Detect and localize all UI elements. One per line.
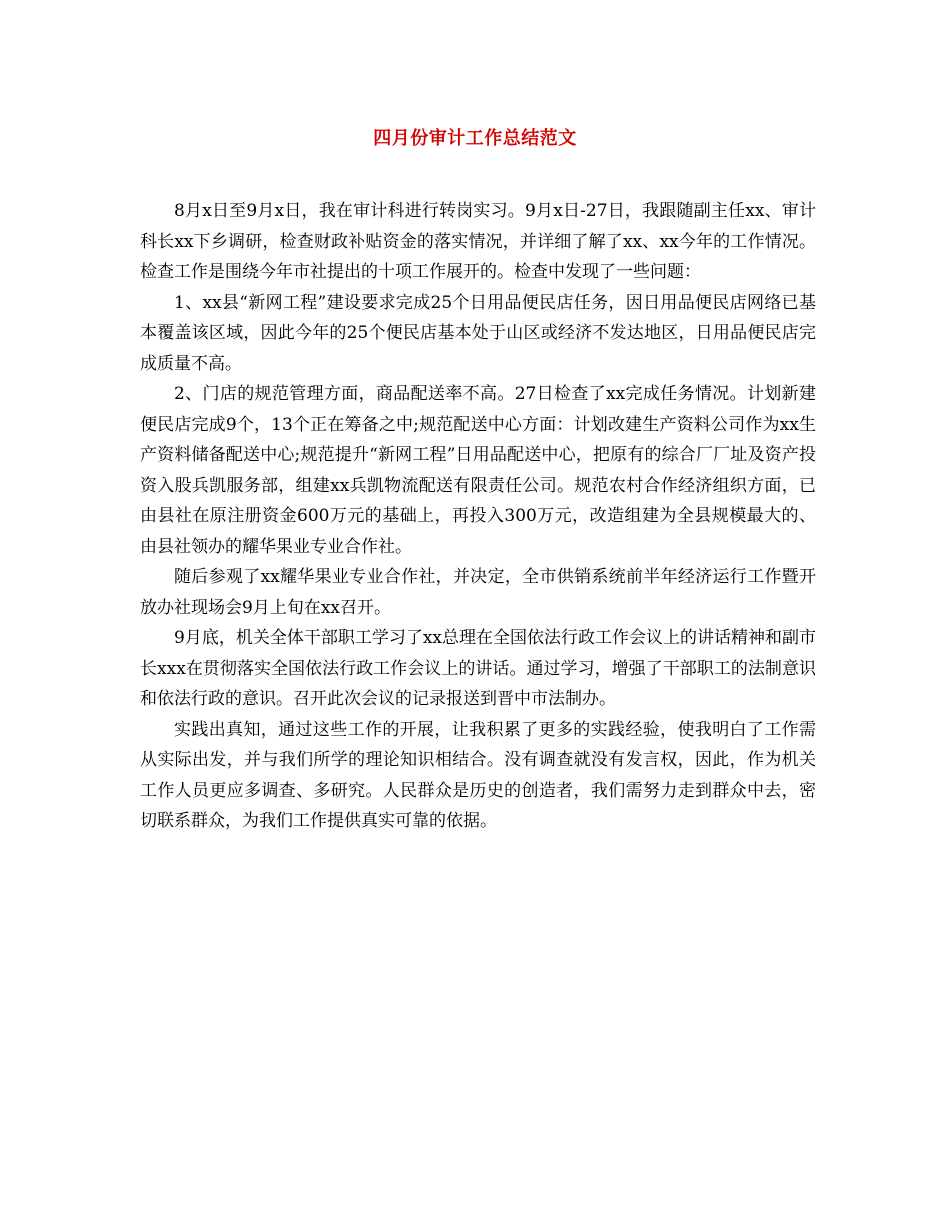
paragraph-3: 2、门店的规范管理方面，商品配送率不高。27日检查了xx完成任务情况。计划新建便民店完成9个，13个正在筹备之中;规范配送中心方面：计划改建生产资料公司作为xx生产资料储备配送中心;规范提升“新网工程”日用品配送中心，把原有的综合厂厂址及资产投资入股兵凯服务部，组建xx兵凯物流配送有限责任公司。规范农村合作经济组织方面，已由县社在原注册资金600万元的基础上，再投入300万元，改造组建为全县规模最大的、由县社领办的耀华果业专业合作社。: [140, 384, 816, 557]
paragraph-6: 实践出真知，通过这些工作的开展，让我积累了更多的实践经验，使我明白了工作需从实际出发，并与我们所学的理论知识相结合。没有调查就没有发言权，因此，作为机关工作人员更应多调查、多研究。人民群众是历史的创造者，我们需努力走到群众中去，密切联系群众，为我们工作提供真实可靠的依据。: [140, 719, 816, 831]
paragraph-1: 8月x日至9月x日，我在审计科进行转岗实习。9月x日-27日，我跟随副主任xx、审计科长xx下乡调研，检查财政补贴资金的落实情况，并详细了解了xx、xx今年的工作情况。检查工作是围绕今年市社提出的十项工作展开的。检查中发现了一些问题：: [140, 201, 816, 282]
document-title: 四月份审计工作总结范文: [373, 128, 577, 149]
paragraph-2: 1、xx县“新网工程”建设要求完成25个日用品便民店任务，因日用品便民店网络已基本覆盖该区域，因此今年的25个便民店基本处于山区或经济不发达地区，日用品便民店完成质量不高。: [140, 292, 816, 374]
document-body: [140, 196, 816, 837]
paragraph-4: 随后参观了xx耀华果业专业合作社，并决定，全市供销系统前半年经济运行工作暨开放办社现场会9月上旬在xx召开。: [140, 567, 816, 618]
paragraph-5: 9月底，机关全体干部职工学习了xx总理在全国依法行政工作会议上的讲话精神和副市长xxx在贯彻落实全国依法行政工作会议上的讲话。通过学习，增强了干部职工的法制意识和依法行政的意识。召开此次会议的记录报送到晋中市法制办。: [140, 628, 816, 709]
